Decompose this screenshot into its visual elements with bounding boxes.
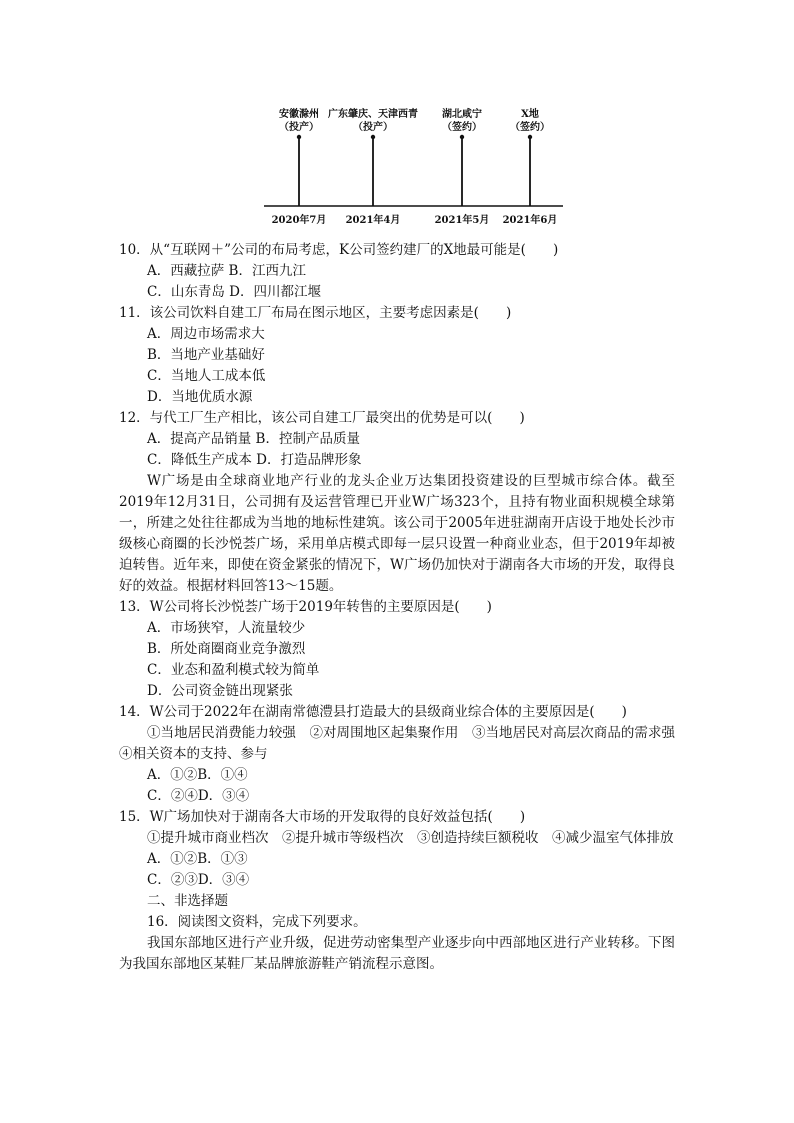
q14-options-cd: C．②④D．③④ [147, 788, 250, 804]
q13-option-d: D．公司资金链出现紧张 [147, 683, 293, 699]
timeline-dot-2 [371, 135, 375, 139]
timeline-status-2: （投产） [353, 122, 393, 133]
timeline-dot-1 [297, 135, 301, 139]
q12-stem: 12．与代工厂生产相比，该公司自建工厂最突出的优势是可以( ) [119, 410, 525, 426]
timeline-diagram [0, 0, 794, 240]
timeline-date-3: 2021年5月 [434, 215, 490, 226]
q13-option-a: A．市场狭窄，人流量较少 [147, 620, 306, 636]
q12-options-ab: A．提高产品销量 B．控制产品质量 [147, 431, 360, 447]
timeline-dot-3 [460, 135, 464, 139]
q15-options-cd: C．②③D．③④ [147, 872, 250, 888]
timeline-date-2: 2021年4月 [345, 215, 401, 226]
q13-option-c: C．业态和盈利模式较为简单 [147, 662, 320, 678]
q10-options-ab: A．西藏拉萨 B．江西九江 [147, 263, 306, 279]
q14-items: ①当地居民消费能力较强 ②对周围地区起集聚作用 ③当地居民对高层次商品的需求强 ④相关资本的支持、参与 [119, 725, 689, 762]
timeline-place-4: X地 [521, 109, 539, 120]
q11-option-a: A．周边市场需求大 [147, 326, 265, 342]
q10-options-cd: C．山东青岛 D．四川都江堰 [147, 284, 321, 300]
q13-stem: 13．W公司将长沙悦荟广场于2019年转售的主要原因是( ) [119, 599, 492, 615]
q16-passage: 我国东部地区进行产业升级，促进劳动密集型产业逐步向中西部地区进行产业转移。下图为我国东部地区某鞋厂某品牌旅游鞋产销流程示意图。 [119, 935, 675, 972]
q10-stem: 10．从“互联网＋”公司的布局考虑，K公司签约建厂的X地最可能是( ) [119, 242, 559, 258]
timeline-place-1: 安徽滁州 [279, 109, 319, 120]
timeline-date-4: 2021年6月 [502, 215, 558, 226]
timeline-dot-4 [528, 135, 532, 139]
q15-stem: 15．W广场加快对于湖南各大市场的开发取得的良好效益包括( ) [119, 809, 526, 825]
q15-items: ①提升城市商业档次 ②提升城市等级档次 ③创造持续巨额税收 ④减少温室气体排放 [147, 830, 674, 846]
q11-option-c: C．当地人工成本低 [147, 368, 266, 384]
q11-option-d: D．当地优质水源 [147, 389, 253, 405]
timeline-date-1: 2020年7月 [271, 215, 327, 226]
q14-options-ab: A．①②B．①④ [147, 767, 248, 783]
timeline-place-3: 湖北咸宁 [442, 109, 482, 120]
q15-options-ab: A．①②B．①③ [147, 851, 248, 867]
timeline-status-4: （签约） [510, 122, 550, 133]
section-heading: 二、非选择题 [147, 893, 228, 909]
timeline-status-1: （投产） [279, 122, 319, 133]
q11-option-b: B．当地产业基础好 [147, 347, 265, 363]
passage-w-plaza: W广场是由全球商业地产行业的龙头企业万达集团投资建设的巨型城市综合体。截至2019年12月31日，公司拥有及运营管理已开业W广场323个，且持有物业面积规模全球第一，所建之处往往都成为当地的地标性建筑。该公司于2005年进驻湖南开店设于地处长沙市级核心商圈的长沙悦荟广场，采用单店模式即每一层只设置一种商业业态，但于2019年却被迫转售。近年来，即使在资金紧张的情况下，W广场仍加快对于湖南各大市场的开发，取得良好的效益。根据材料回答13～15题。 [119, 473, 675, 594]
timeline-status-3: （签约） [442, 122, 482, 133]
q11-stem: 11．该公司饮料自建工厂布局在图示地区，主要考虑因素是( ) [119, 305, 512, 321]
q13-option-b: B．所处商圈商业竞争激烈 [147, 641, 306, 657]
question-content [119, 240, 689, 975]
q12-options-cd: C．降低生产成本 D．打造品牌形象 [147, 452, 362, 468]
timeline-place-2: 广东肇庆、天津西青 [328, 109, 418, 120]
q16-stem: 16．阅读图文资料，完成下列要求。 [147, 914, 367, 930]
q14-stem: 14．W公司于2022年在湖南常德澧县打造最大的县级商业综合体的主要原因是( ) [119, 704, 627, 720]
